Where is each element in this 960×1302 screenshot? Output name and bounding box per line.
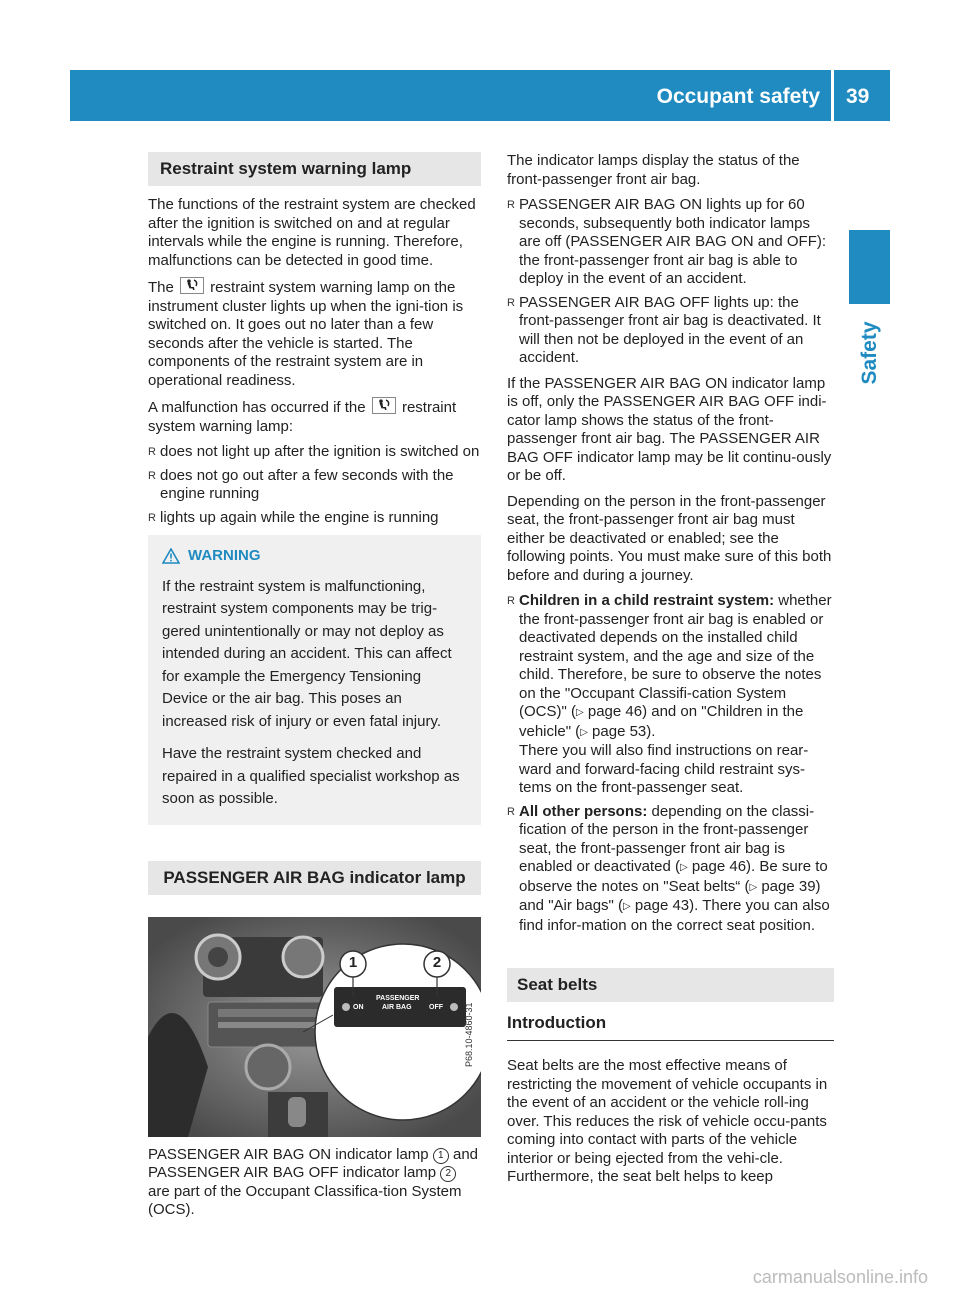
page-ref-arrow-icon: ▷: [575, 707, 584, 718]
header-divider: [831, 70, 834, 121]
page-ref[interactable]: page 46) and on "Children in the vehicle" (: [519, 703, 804, 740]
list-item: [148, 467, 481, 504]
bullet-glyph: R: [148, 469, 156, 482]
page-ref[interactable]: page 39) and "Air bags" (: [519, 877, 821, 914]
paragraph: The indicator lamps display the status of the front-passenger front air bag.: [507, 152, 800, 188]
text: The: [148, 279, 179, 296]
text: restraint system warning lamp on the instrument cluster lights up when the igni-tion is switched on. It goes out no later than a few seconds after the vehicle is started. The components of the restraint system are in operational readiness.: [148, 279, 464, 389]
bullet-glyph: R: [507, 296, 515, 309]
paragraph: Seat belts are the most effective means of restricting the movement of vehicle occupants in the event of an accident or the vehicle roll-ing over. This reduces the risk of vehicle occu-pants coming into contact with parts of the vehicle interior or being ejected from the vehi-cle. Furthermore, the seat belt helps to keep: [507, 1057, 828, 1185]
warning-paragraph: If the restraint system is malfunctioning, restraint system components may be trig-gered unintentionally or may not deploy as intended during an accident. This can affect for example the Emergency Tensioning Device or the air bag. This poses an increased risk of injury or even fatal injury.: [162, 577, 452, 730]
text: and PASSENGER AIR BAG OFF indicator lamp: [148, 1145, 479, 1181]
bullet-glyph: R: [507, 595, 515, 607]
side-tab-label: [840, 308, 900, 398]
side-tab-text: Safety: [857, 321, 881, 385]
section-title-seat-belts: Seat belts: [507, 968, 834, 1002]
list-item-text: PASSENGER AIR BAG ON lights up for 60 seconds, subsequently both indicator lamps are off (PASSENGER AIR BAG ON and OFF): the front-passenger front air bag is able to deploy in the event of an accident.: [519, 196, 827, 287]
list-term: All other persons:: [519, 802, 648, 820]
page-ref-arrow-icon: ▷: [623, 901, 631, 912]
dashboard-figure: [148, 917, 481, 1137]
list-item-text: does not light up after the ignition is switched on: [160, 443, 480, 460]
watermark: carmanualsonline.info: [752, 1266, 928, 1287]
list-item-text: PASSENGER AIR BAG OFF lights up: the front-passenger front air bag is deactivated. It will then not be deployed in the event of an accident.: [519, 293, 821, 366]
figure-caption: [148, 1146, 481, 1220]
warning-title: WARNING: [188, 547, 261, 564]
left-column: [148, 152, 481, 1227]
bullet-glyph: R: [148, 446, 156, 458]
warning-triangle-icon: [162, 548, 180, 564]
paragraph: If the PASSENGER AIR BAG ON indicator lamp is off, only the PASSENGER AIR BAG OFF indi-cator lamp shows the status of the front-passenger front air bag. The PASSENGER AIR BAG OFF indicator lamp may be lit continu-ously or be off.: [507, 374, 832, 484]
text: PASSENGER AIR BAG ON indicator lamp: [148, 1145, 433, 1163]
list-item-text: does not go out after a few seconds with the engine running: [160, 466, 454, 502]
indicator-status-list: [507, 196, 834, 368]
airbag-warning-icon: [372, 397, 396, 414]
callout-ref-2: 2: [440, 1166, 456, 1182]
list-item: [507, 196, 834, 289]
paragraph: [148, 277, 481, 390]
list-item-text: lights up again while the engine is running: [160, 508, 439, 526]
text: whether the front-passenger front air bag is enabled or deactivated depends on the installed child restraint system, and the age and size of the child. Therefore, be sure to observe the notes on the "Occupant Classifi-cation System (OCS)" (: [519, 592, 832, 720]
page-ref[interactable]: page 43). There you can also find infor-mation on the correct seat position.: [519, 897, 830, 934]
section-title-restraint-lamp: Restraint system warning lamp: [148, 152, 481, 186]
chapter-title: Occupant safety: [656, 85, 820, 108]
airbag-warning-icon: [180, 277, 204, 294]
header-bar: [70, 70, 890, 121]
section-title-airbag-indicator: PASSENGER AIR BAG indicator lamp: [148, 861, 481, 895]
dashboard-illustration: [148, 917, 481, 1137]
page-ref[interactable]: page 53).: [587, 722, 656, 740]
list-item: [507, 803, 834, 936]
list-item: [507, 592, 834, 798]
list-item: [148, 509, 481, 528]
bullet-glyph: R: [148, 511, 156, 524]
right-column: [507, 152, 834, 1194]
warning-header: [162, 545, 467, 568]
paragraph: The functions of the restraint system are checked after the ignition is switched on and at regular intervals while the engine is running. Therefore, malfunctions can be detected in good time.: [148, 196, 476, 269]
paragraph: [148, 397, 481, 436]
page-number: 39: [846, 85, 870, 108]
callout-1: 1: [348, 953, 358, 971]
person-cases-list: [507, 592, 834, 935]
text: are part of the Occupant Classifica-tion System (OCS).: [148, 1182, 462, 1218]
warning-box: [148, 535, 481, 825]
page-ref-arrow-icon: ▷: [749, 881, 758, 893]
list-term: Children in a child restraint system:: [519, 592, 775, 609]
malfunction-list: [148, 443, 481, 527]
text: There you will also find instructions on rear-ward and forward-facing child restraint sys-tems on the front-passenger seat.: [519, 742, 809, 796]
text: depending on the classi-fication of the person in the front-passenger seat, the front-passenger front air bag is enabled or deactivated (: [519, 802, 815, 875]
paragraph: Depending on the person in the front-passenger seat, the front-passenger front air bag must either be deactivated or enabled; see the following points. You must make sure of this both before and during a journey.: [507, 492, 832, 584]
warning-paragraph: Have the restraint system checked and repaired in a qualified specialist workshop as soon as possible.: [162, 745, 460, 807]
page-ref-arrow-icon: ▷: [580, 726, 588, 738]
subsection-title-introduction: Introduction: [507, 1002, 834, 1041]
callout-ref-1: 1: [433, 1148, 449, 1164]
figure-code: P68.10-4860-31: [464, 1001, 474, 1067]
panel-label-bottom: AIR BAG: [382, 1003, 412, 1011]
text: A malfunction has occurred if the: [148, 399, 370, 416]
page-ref-arrow-icon: ▷: [679, 862, 688, 873]
panel-label-top: PASSENGER: [376, 994, 420, 1002]
side-tab-marker: [849, 230, 890, 304]
page-ref[interactable]: page 46). Be sure to observe the notes on "Seat belts“ (: [519, 858, 828, 895]
panel-off-label: OFF: [429, 1003, 443, 1011]
bullet-glyph: R: [507, 199, 515, 211]
callout-2: 2: [432, 953, 442, 971]
panel-on-label: ON: [353, 1003, 364, 1011]
text: restraint system warning lamp:: [148, 399, 457, 435]
list-item: [148, 443, 481, 462]
list-item: [507, 294, 834, 368]
bullet-glyph: R: [507, 805, 515, 818]
